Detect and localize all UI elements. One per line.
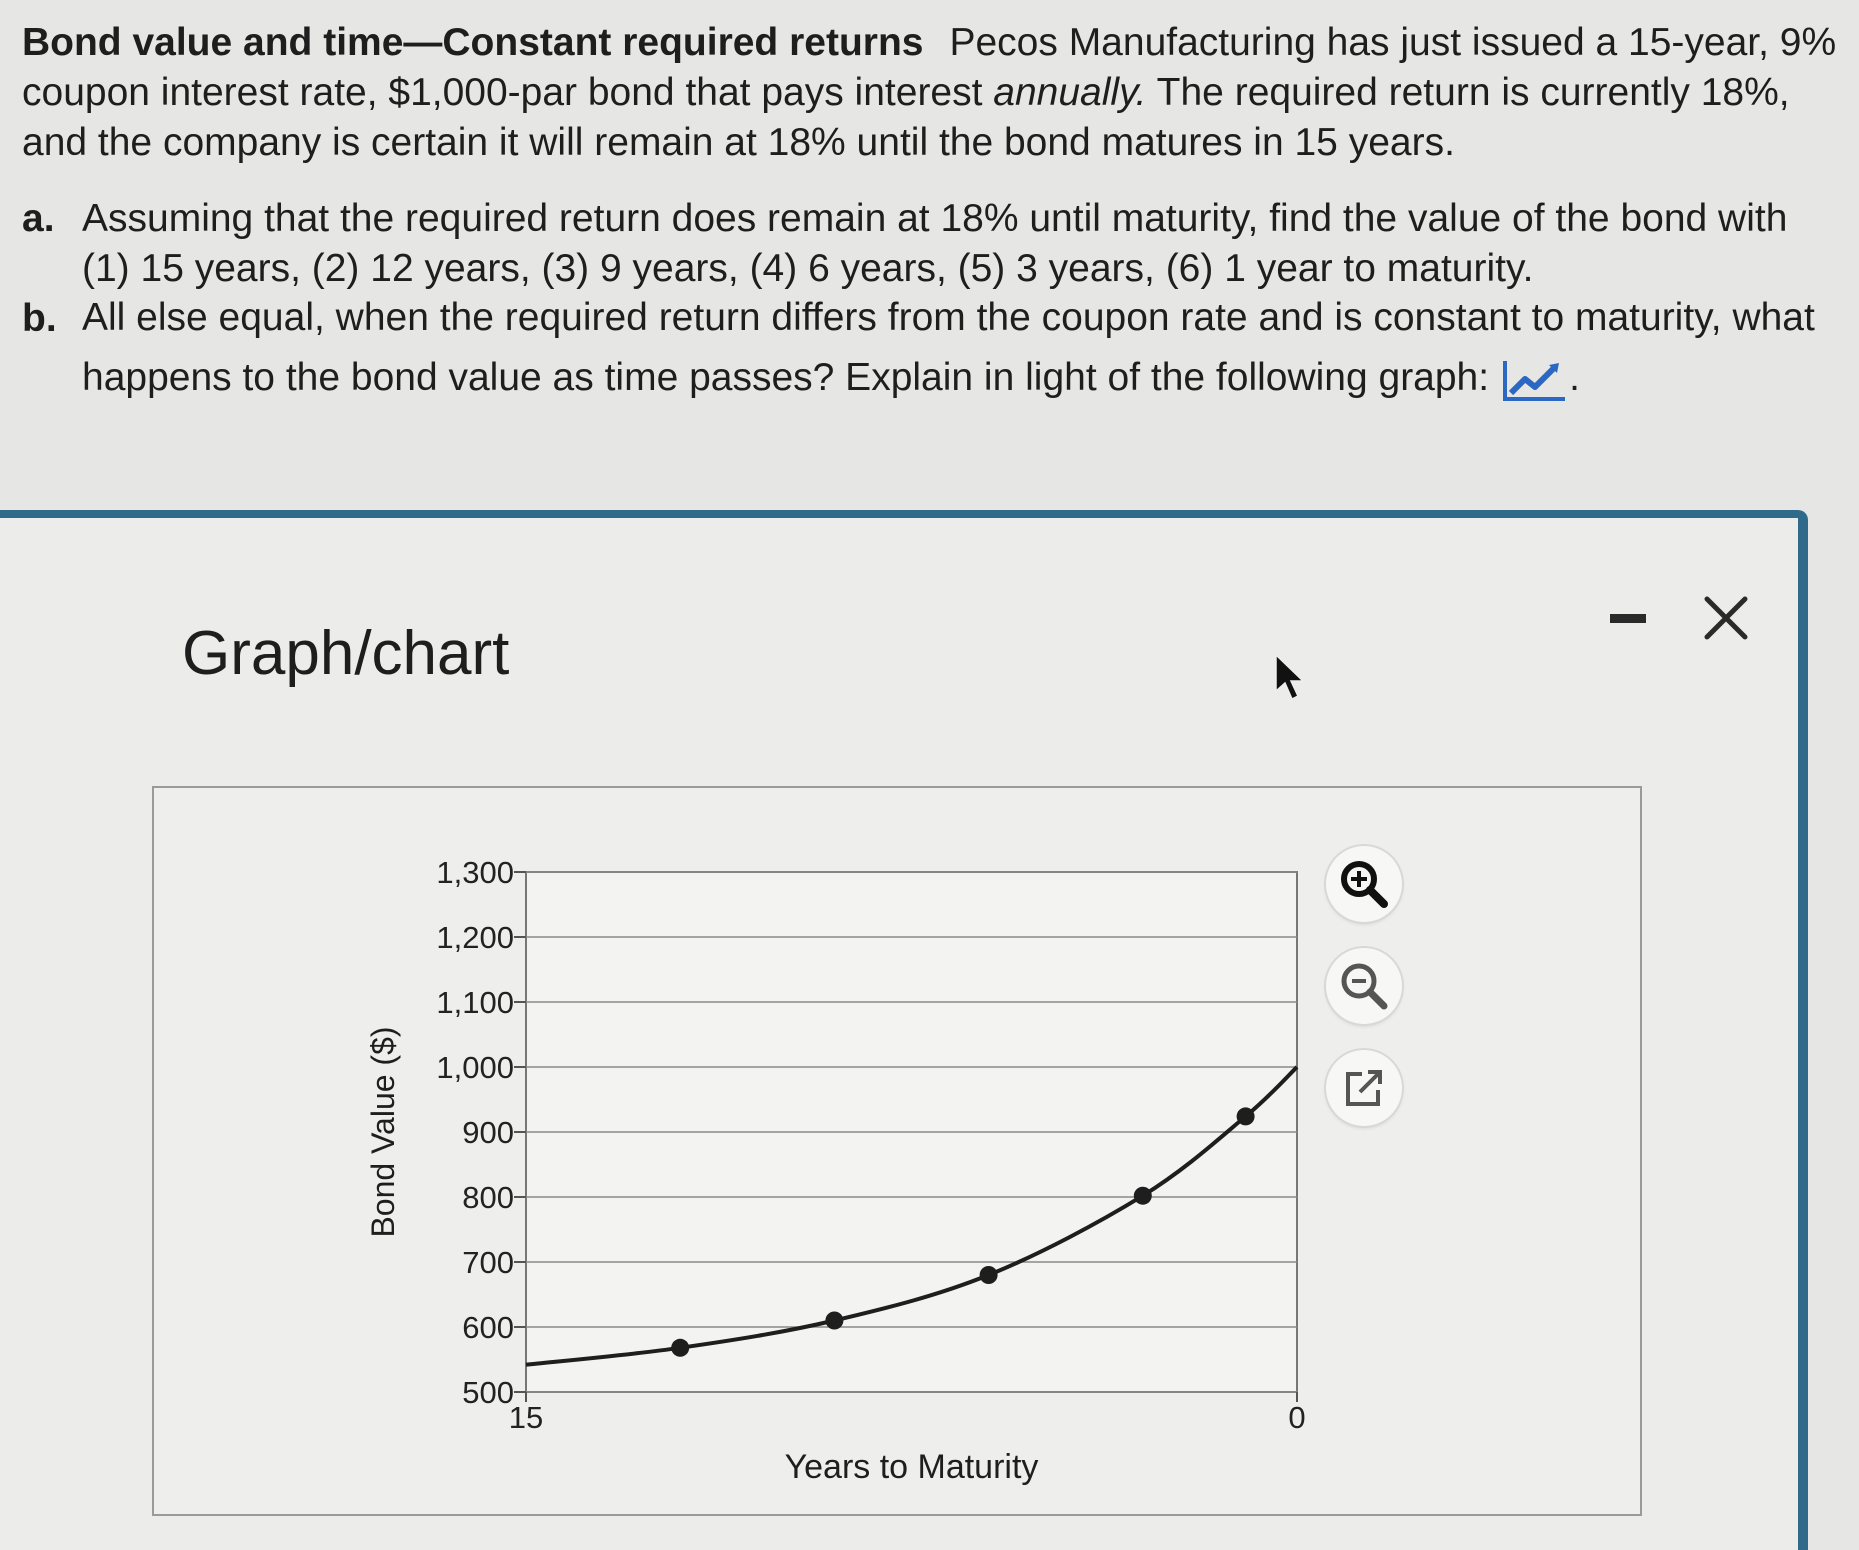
- y-tick-label: 1,300: [436, 855, 514, 890]
- data-point: [980, 1266, 998, 1284]
- problem-statement: [22, 18, 1842, 408]
- y-tick-label: 900: [462, 1115, 514, 1150]
- graph-panel: [0, 510, 1808, 1550]
- external-link-icon: [1340, 1064, 1388, 1112]
- zoom-out-icon: [1337, 959, 1391, 1013]
- y-tick-label: 600: [462, 1310, 514, 1345]
- problem-intro-text-2: The required return is currently 18%, and the company is certain it will remain at 18% until the bond matures in 15 years.: [22, 71, 1790, 164]
- problem-intro: [22, 18, 1842, 168]
- minimize-icon: [1608, 598, 1648, 638]
- part-a: [22, 194, 1842, 294]
- part-b-content: [82, 288, 1842, 408]
- x-tick-label: 15: [508, 1400, 544, 1435]
- panel-title: Graph/chart: [182, 619, 510, 688]
- pop-out-button[interactable]: [1326, 1050, 1402, 1126]
- part-b-end: .: [1569, 356, 1580, 399]
- y-tick-label: 1,100: [436, 985, 514, 1020]
- close-icon: [1701, 593, 1751, 643]
- y-tick-label: 700: [462, 1245, 514, 1280]
- bond-value-chart: [154, 788, 1644, 1518]
- chart-container: [152, 786, 1642, 1516]
- problem-parts: [22, 194, 1842, 408]
- x-tick-label: 0: [1288, 1400, 1306, 1435]
- problem-intro-text-1: Pecos Manufacturing has just issued a 15-year, 9% coupon interest rate, $1,000-par bond that pays interest: [22, 21, 1837, 114]
- y-axis-ticks: [436, 855, 526, 1410]
- zoom-out-button[interactable]: [1326, 948, 1402, 1024]
- part-b-label: b.: [22, 297, 57, 340]
- y-tick-label: 1,000: [436, 1050, 514, 1085]
- y-tick-label: 1,200: [436, 920, 514, 955]
- x-axis-ticks: [509, 1392, 1306, 1435]
- data-point: [1134, 1187, 1152, 1205]
- problem-title: Bond value and time—Constant required returns: [22, 21, 924, 64]
- x-axis-label: Years to Maturity: [784, 1448, 1039, 1486]
- y-tick-label: 500: [462, 1375, 514, 1410]
- y-axis-label: Bond Value ($): [365, 1026, 401, 1238]
- part-a-label: a.: [22, 197, 55, 240]
- zoom-in-button[interactable]: [1326, 846, 1402, 922]
- chart-grid: [526, 872, 1297, 1392]
- problem-intro-emphasis: annually.: [993, 71, 1147, 114]
- part-b: [22, 294, 1842, 408]
- graph-link-icon[interactable]: [1499, 357, 1569, 403]
- part-b-text: All else equal, when the required return differs from the coupon rate and is constant to maturity, what happens to the bond value as time passes? Explain in light of the following graph:: [82, 296, 1815, 399]
- zoom-in-icon: [1337, 857, 1391, 911]
- y-tick-label: 800: [462, 1180, 514, 1215]
- part-a-text: Assuming that the required return does remain at 18% until maturity, find the value of the bond with (1) 15 years, (2) 12 years, (3) 9 years, (4) 6 years, (5) 3 years, (6) 1 year to maturity.: [82, 197, 1788, 290]
- mouse-pointer-icon: [1272, 653, 1306, 703]
- data-point: [1237, 1107, 1255, 1125]
- data-point: [671, 1339, 689, 1357]
- minimize-button[interactable]: [1598, 588, 1658, 648]
- data-point: [825, 1312, 843, 1330]
- close-button[interactable]: [1696, 588, 1756, 648]
